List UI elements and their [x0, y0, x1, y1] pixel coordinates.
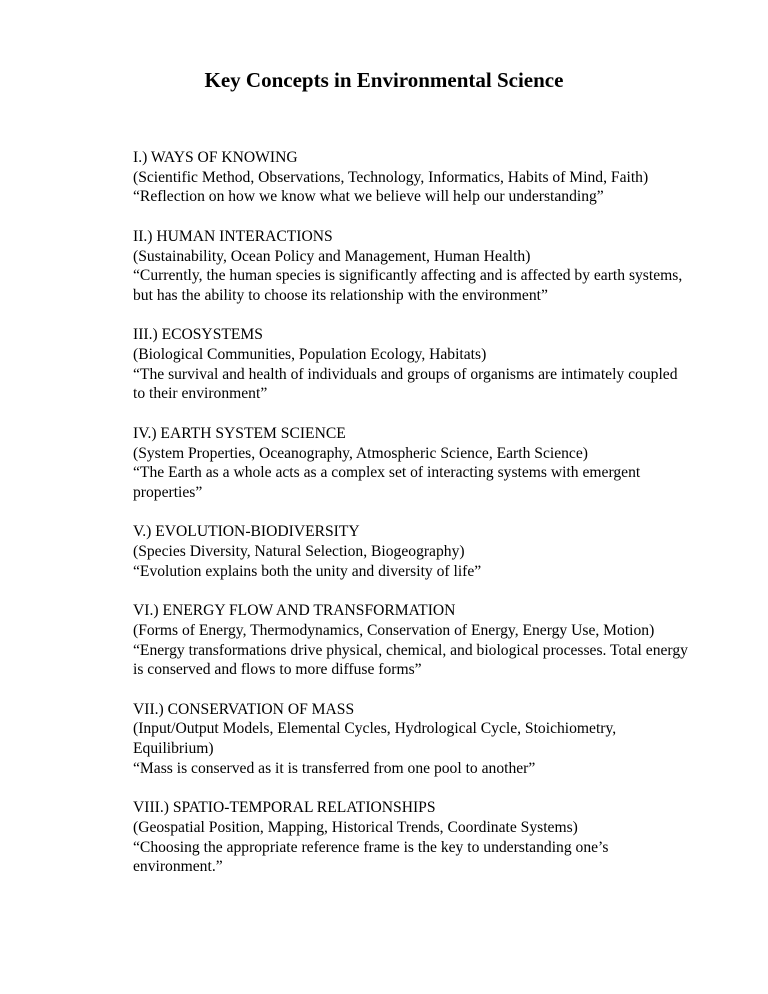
section-quote: “The survival and health of individuals and groups of organisms are intimately coupled: [133, 365, 678, 383]
concept-section: [133, 522, 693, 581]
section-quote: “The Earth as a whole acts as a complex set of interacting systems with emergent: [133, 464, 641, 482]
section-heading: VIII.) SPATIO-TEMPORAL RELATIONSHIPS: [133, 799, 436, 817]
section-heading: II.) HUMAN INTERACTIONS: [133, 227, 333, 245]
section-quote: “Reflection on how we know what we believe will help our understanding”: [133, 188, 604, 206]
section-heading: V.) EVOLUTION-BIODIVERSITY: [133, 523, 360, 541]
section-heading: VII.) CONSERVATION OF MASS: [133, 700, 355, 718]
section-quote: “Evolution explains both the unity and diversity of life”: [133, 562, 482, 580]
section-topics: Equilibrium): [133, 740, 214, 757]
section-heading: III.) ECOSYSTEMS: [133, 326, 263, 344]
document-title: Key Concepts in Environmental Science: [204, 68, 564, 92]
section-quote: “Energy transformations drive physical, chemical, and biological processes. Total energy: [133, 641, 688, 659]
concept-section: [133, 601, 693, 680]
section-topics: (Scientific Method, Observations, Technology, Informatics, Habits of Mind, Faith): [133, 168, 649, 186]
section-quote: properties”: [133, 483, 203, 501]
concept-section: [133, 798, 693, 877]
section-topics: (Forms of Energy, Thermodynamics, Conservation of Energy, Energy Use, Motion): [133, 621, 655, 639]
concept-section: [133, 227, 693, 306]
section-quote: but has the ability to choose its relationship with the environment”: [133, 286, 548, 304]
section-topics: (Species Diversity, Natural Selection, Biogeography): [133, 543, 465, 560]
section-topics: (System Properties, Oceanography, Atmospheric Science, Earth Science): [133, 444, 588, 462]
section-quote: “Choosing the appropriate reference frame is the key to understanding one’s: [133, 838, 609, 856]
section-heading: IV.) EARTH SYSTEM SCIENCE: [133, 424, 346, 442]
section-heading: I.) WAYS OF KNOWING: [133, 149, 298, 166]
section-topics: (Input/Output Models, Elemental Cycles, Hydrological Cycle, Stoichiometry,: [133, 720, 617, 738]
section-quote: “Currently, the human species is significantly affecting and is affected by earth systems,: [133, 267, 683, 285]
concept-section: [133, 700, 693, 779]
concept-section: [133, 424, 693, 503]
section-heading: VI.) ENERGY FLOW AND TRANSFORMATION: [133, 602, 456, 620]
document-body: [133, 148, 693, 897]
section-topics: (Biological Communities, Population Ecology, Habitats): [133, 346, 487, 363]
concept-section: [133, 325, 693, 404]
section-topics: (Geospatial Position, Mapping, Historical Trends, Coordinate Systems): [133, 818, 578, 836]
section-topics: (Sustainability, Ocean Policy and Management, Human Health): [133, 247, 531, 265]
section-quote: environment.”: [133, 858, 223, 876]
section-quote: to their environment”: [133, 385, 268, 403]
concept-section: [133, 148, 693, 207]
section-quote: “Mass is conserved as it is transferred from one pool to another”: [133, 759, 536, 777]
section-quote: is conserved and flows to more diffuse forms”: [133, 661, 422, 679]
